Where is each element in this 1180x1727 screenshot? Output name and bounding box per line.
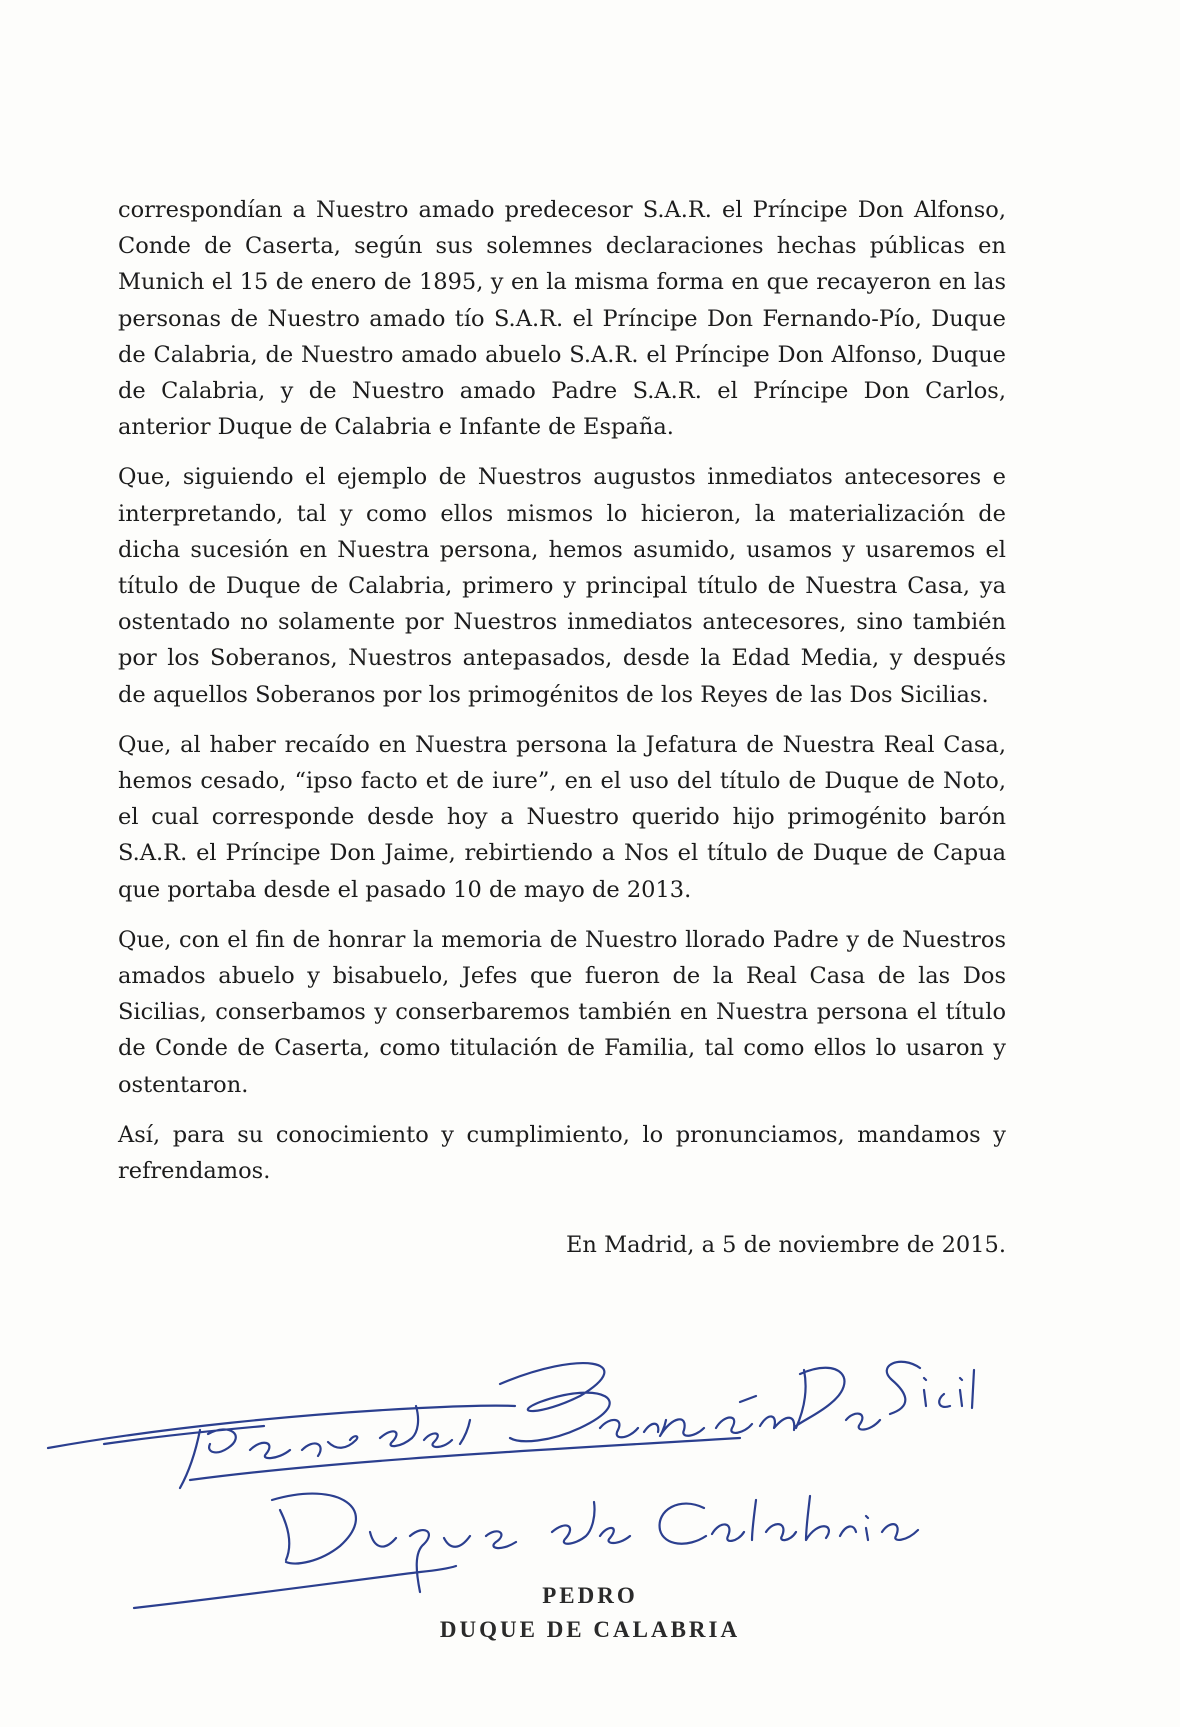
signature-stroke-sicilias <box>887 1362 974 1414</box>
signature-connecting-stroke <box>190 1438 740 1480</box>
signature-stroke-calabria <box>660 1496 918 1544</box>
signature-stroke-duque <box>272 1494 516 1592</box>
signature-stroke-borbon <box>500 1363 794 1441</box>
date-line: En Madrid, a 5 de noviembre de 2015. <box>566 1232 1006 1258</box>
paragraph-closing: Así, para su conocimiento y cumplimiento, lo pronunciamos, mandamos y refrendamos. <box>118 1121 1006 1185</box>
paragraph-duque-de-calabria: Que, siguiendo el ejemplo de Nuestros augustos inmediatos antecesores e interpretando, tal y como ellos mismos lo hicieron, la materialización de dicha sucesión en Nuestra persona, hemos asumido, usamos y usaremos el título de Duque de Calabria, primero y principal título de Nuestra Casa, ya ostentado no solamente por Nuestros inmediatos antecesores, sino también por los Soberanos, Nuestros antepasados, desde la Edad Media, y después de aquellos Soberanos por los primogénitos de los Reyes de las Dos Sicilias. <box>118 464 1006 708</box>
signature-stroke-de <box>380 1406 470 1447</box>
handwritten-signature <box>40 1310 980 1620</box>
paragraph-conde-de-caserta: Que, con el fin de honrar la memoria de Nuestro llorado Padre y de Nuestros amados abuelo y bisabuelo, Jefes que fueron de la Real Casa de las Dos Sicilias, conserbamos y conserbaremos también en Nuestra persona el título de Conde de Caserta, como titulación de Familia, tal como ellos lo usaron y ostentaron. <box>118 926 1006 1098</box>
paragraph-duque-de-noto: Que, al haber recaído en Nuestra persona la Jefatura de Nuestra Real Casa, hemos cesado, “ipso facto et de iure”, en el uso del título de Duque de Noto, el cual corresponde desde hoy a Nuestro querido hijo primogénito barón S.A.R. el Príncipe Don Jaime, rebirtiendo a Nos el título de Duque de Capua que portaba desde el pasado 10 de mayo de 2013. <box>118 731 1006 903</box>
signatory-name: PEDRO <box>542 1583 638 1608</box>
signature-stroke-de-2 <box>552 1502 630 1544</box>
signatory-title: DUQUE DE CALABRIA <box>439 1617 741 1642</box>
paragraph-succession: correspondían a Nuestro amado predecesor S.A.R. el Príncipe Don Alfonso, Conde de Caserta, según sus solemnes declaraciones hechas públicas en Munich el 15 de enero de 1895, y en la misma forma en que recayeron en las personas de Nuestro amado tío S.A.R. el Príncipe Don Fernando-Pío, Duque de Calabria, de Nuestro amado abuelo S.A.R. el Príncipe Don Alfonso, Duque de Calabria, y de Nuestro amado Padre S.A.R. el Príncipe Don Carlos, anterior Duque de Calabria e Infante de España. <box>118 197 1006 441</box>
signature-stroke-pedro <box>104 1426 357 1488</box>
document-body <box>118 192 1006 1189</box>
signature-stroke-dos <box>796 1368 880 1430</box>
